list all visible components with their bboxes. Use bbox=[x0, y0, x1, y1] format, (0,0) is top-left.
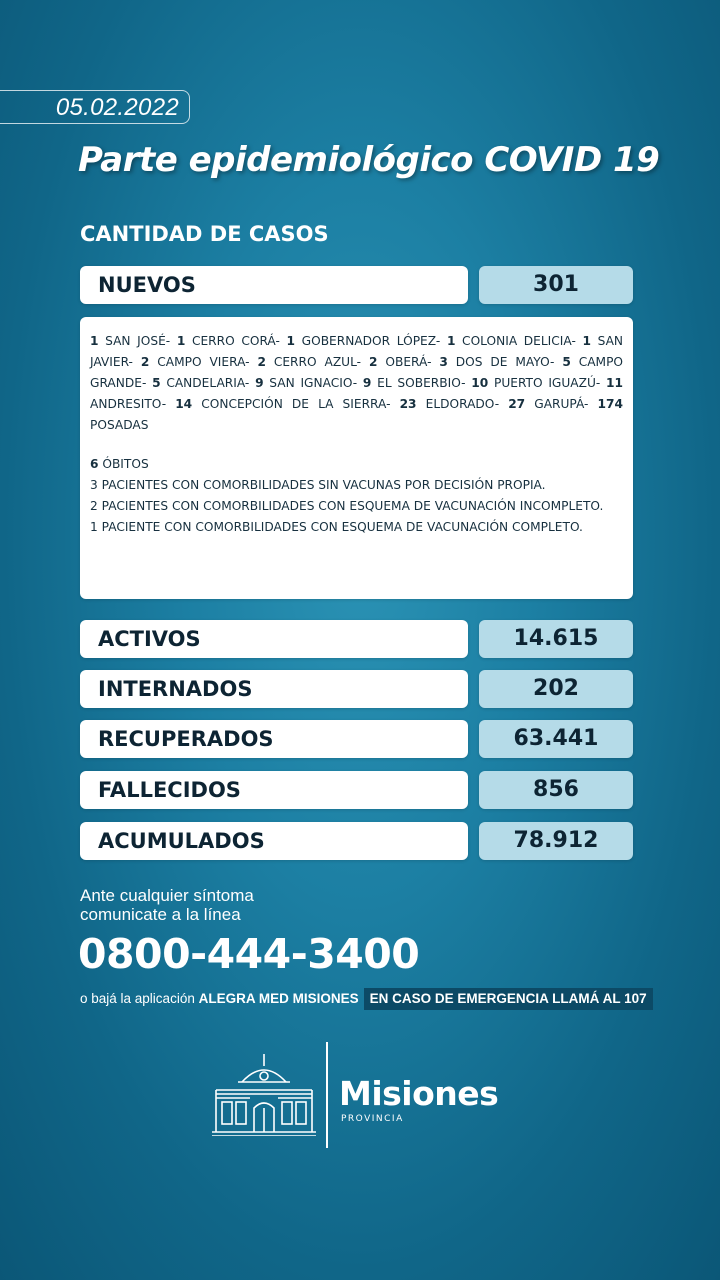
city-case-count: 14 bbox=[175, 397, 193, 411]
page-title: Parte epidemiológico COVID 19 bbox=[78, 140, 660, 180]
report-date: 05.02.2022 bbox=[55, 94, 179, 121]
contact-text-line-2: comunicate a la línea bbox=[80, 905, 241, 924]
deaths-heading bbox=[90, 454, 623, 475]
deaths-detail-line: 2 PACIENTES CON COMORBILIDADES CON ESQUEMA DE VACUNACIÓN INCOMPLETO. bbox=[90, 499, 604, 513]
city-case-count: 27 bbox=[508, 397, 526, 411]
city-name: CAMPO GRANDE- bbox=[90, 355, 624, 390]
hotline-phone-number: 0800-444-3400 bbox=[78, 930, 420, 978]
section-label: CANTIDAD DE CASOS bbox=[80, 222, 329, 246]
recuperados-label: RECUPERADOS bbox=[80, 720, 468, 758]
city-case-count: 5 bbox=[562, 355, 571, 369]
city-case-count: 1 bbox=[90, 334, 99, 348]
city-name: POSADAS bbox=[90, 418, 149, 432]
city-case-count: 1 bbox=[446, 334, 456, 348]
cases-by-city-text bbox=[90, 331, 623, 436]
fallecidos-label: FALLECIDOS bbox=[80, 771, 468, 809]
city-name: ELDORADO- bbox=[416, 397, 509, 411]
city-name: ANDRESITO- bbox=[90, 397, 176, 411]
city-name: OBERÁ- bbox=[377, 355, 440, 369]
logo-name: Misiones bbox=[339, 1074, 499, 1113]
deaths-detail-line: 3 PACIENTES CON COMORBILIDADES SIN VACUNAS POR DECISIÓN PROPIA. bbox=[90, 478, 546, 492]
city-case-count: 2 bbox=[140, 355, 150, 369]
city-name: CONCEPCIÓN DE LA SIERRA- bbox=[192, 397, 400, 411]
cases-details-panel bbox=[80, 317, 633, 599]
city-case-count: 23 bbox=[399, 397, 417, 411]
internados-label: INTERNADOS bbox=[80, 670, 468, 708]
emergency-badge: EN CASO DE EMERGENCIA LLAMÁ AL 107 bbox=[364, 988, 653, 1010]
city-case-count: 1 bbox=[582, 334, 591, 348]
city-case-count: 10 bbox=[471, 376, 489, 390]
logo-divider bbox=[326, 1042, 328, 1148]
city-case-count: 1 bbox=[286, 334, 296, 348]
city-case-count: 9 bbox=[362, 376, 372, 390]
recuperados-value: 63.441 bbox=[479, 720, 633, 758]
city-name: PUERTO IGUAZÚ- bbox=[488, 376, 607, 390]
date-frame bbox=[0, 90, 190, 124]
acumulados-value: 78.912 bbox=[479, 822, 633, 860]
city-case-count: 11 bbox=[606, 376, 623, 390]
city-case-count: 3 bbox=[439, 355, 448, 369]
city-name: COLONIA DELICIA- bbox=[455, 334, 583, 348]
nuevos-label: NUEVOS bbox=[80, 266, 468, 304]
misiones-logo bbox=[212, 1040, 512, 1150]
city-name: GOBERNADOR LÓPEZ- bbox=[295, 334, 447, 348]
city-name: SAN JOSÉ- bbox=[98, 334, 177, 348]
activos-value: 14.615 bbox=[479, 620, 633, 658]
city-case-count: 2 bbox=[257, 355, 266, 369]
city-case-count: 5 bbox=[152, 376, 161, 390]
city-name: CAMPO VIERA- bbox=[149, 355, 258, 369]
fallecidos-value: 856 bbox=[479, 771, 633, 809]
city-name: SAN JAVIER- bbox=[90, 334, 624, 369]
acumulados-label: ACUMULADOS bbox=[80, 822, 468, 860]
app-info-line bbox=[80, 988, 653, 1012]
activos-label: ACTIVOS bbox=[80, 620, 468, 658]
city-name: SAN IGNACIO- bbox=[263, 376, 363, 390]
city-case-count: 174 bbox=[597, 397, 623, 411]
city-name: CANDELARIA- bbox=[160, 376, 256, 390]
deaths-label: ÓBITOS bbox=[98, 457, 149, 471]
city-name: EL SOBERBIO- bbox=[371, 376, 472, 390]
deaths-count: 6 bbox=[90, 457, 99, 471]
city-case-count: 2 bbox=[368, 355, 378, 369]
city-name: DOS DE MAYO- bbox=[447, 355, 563, 369]
city-case-count: 9 bbox=[255, 376, 264, 390]
city-name: GARUPÁ- bbox=[525, 397, 598, 411]
city-name: CERRO CORÁ- bbox=[185, 334, 287, 348]
city-case-count: 1 bbox=[176, 334, 186, 348]
contact-text-line-1: Ante cualquier síntoma bbox=[80, 886, 254, 905]
app-name: ALEGRA MED MISIONES bbox=[198, 991, 359, 1006]
government-building-icon bbox=[212, 1052, 316, 1136]
internados-value: 202 bbox=[479, 670, 633, 708]
nuevos-value: 301 bbox=[479, 266, 633, 304]
app-prefix-text: o bajá la aplicación bbox=[80, 991, 199, 1006]
city-name: CERRO AZUL- bbox=[265, 355, 369, 369]
deaths-detail-line: 1 PACIENTE CON COMORBILIDADES CON ESQUEMA DE VACUNACIÓN COMPLETO. bbox=[90, 520, 583, 534]
logo-subtitle: PROVINCIA bbox=[341, 1114, 404, 1124]
